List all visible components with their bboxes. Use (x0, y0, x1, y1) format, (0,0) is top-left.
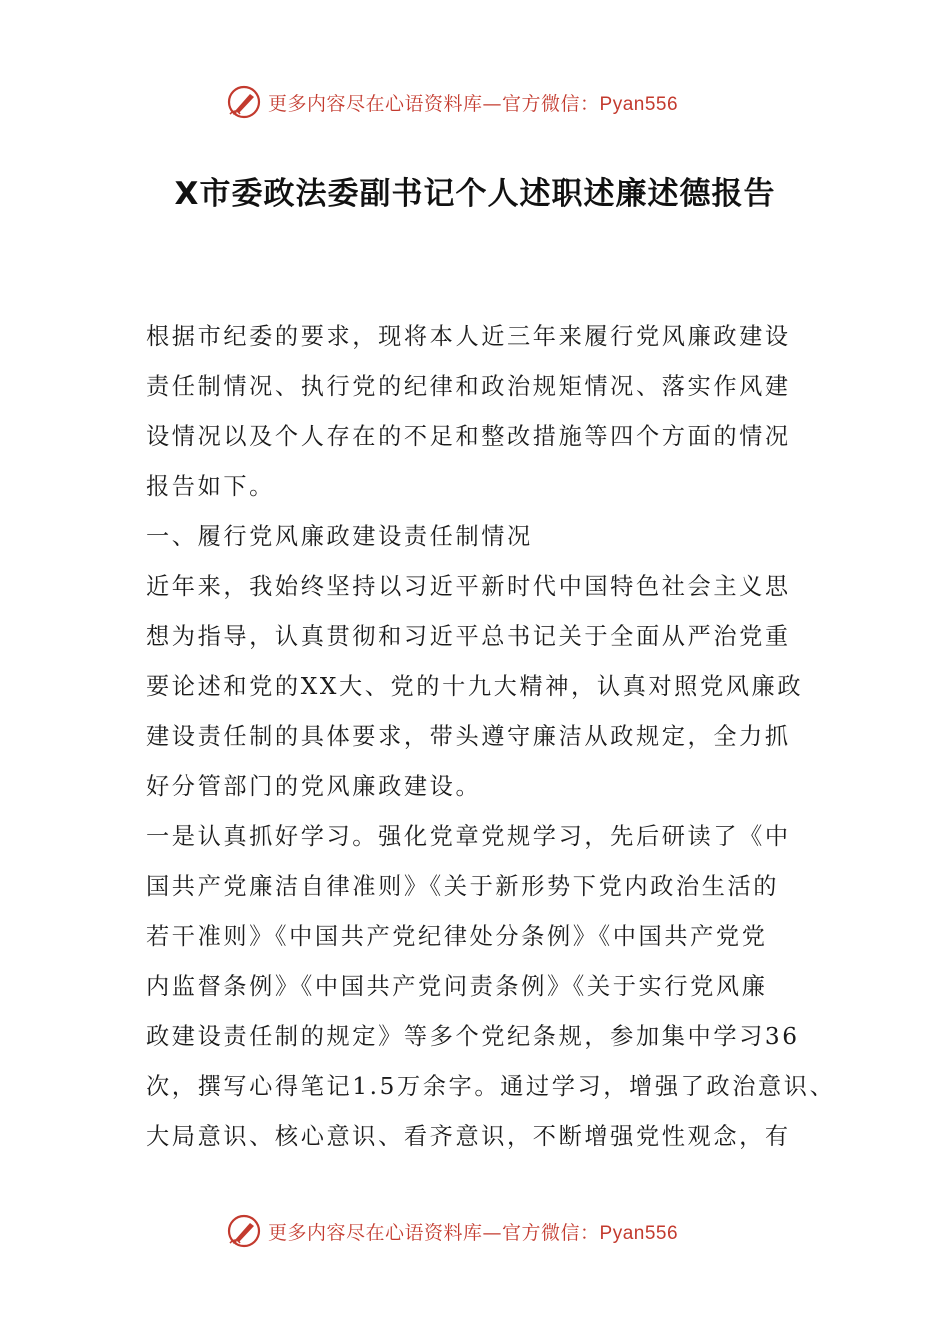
header-watermark-text: 更多内容尽在心语资料库—官方微信：Pyan556 (268, 92, 679, 115)
body-line: 设情况以及个人存在的不足和整改措施等四个方面的情况 (146, 423, 791, 450)
document-title: X市委政法委副书记个人述职述廉述德报告 (174, 176, 776, 212)
header-wechat-account: Pyan556 (599, 93, 679, 115)
footer-wechat-account: Pyan556 (599, 1222, 679, 1244)
footer-watermark-banner (226, 1211, 726, 1251)
body-line: 要论述和党的XX大、党的十九大精神，认真对照党风廉政 (146, 673, 804, 700)
section-heading: 一、履行党风廉政建设责任制情况 (146, 523, 533, 550)
body-line: 内监督条例》《中国共产党问责条例》《关于实行党风廉 (146, 973, 768, 1000)
footer-watermark-text: 更多内容尽在心语资料库—官方微信：Pyan556 (268, 1221, 679, 1244)
body-line: 近年来，我始终坚持以习近平新时代中国特色社会主义思 (146, 573, 791, 600)
body-line: 好分管部门的党风廉政建设。 (146, 773, 482, 800)
body-line: 政建设责任制的规定》等多个党纪条规，参加集中学习36 (146, 1023, 800, 1050)
body-line: 建设责任制的具体要求，带头遵守廉洁从政规定，全力抓 (146, 723, 791, 750)
body-line: 想为指导，认真贯彻和习近平总书记关于全面从严治党重 (146, 623, 791, 650)
body-line: 一是认真抓好学习。强化党章党规学习，先后研读了《中 (146, 823, 791, 850)
header-watermark-banner (226, 82, 726, 122)
document-body (146, 312, 836, 1162)
body-line: 责任制情况、执行党的纪律和政治规矩情况、落实作风建 (146, 373, 791, 400)
pen-logo-icon (226, 84, 262, 120)
body-line: 根据市纪委的要求，现将本人近三年来履行党风廉政建设 (146, 323, 791, 350)
body-line: 报告如下。 (146, 473, 275, 500)
body-line: 次，撰写心得笔记1.5万余字。通过学习，增强了政治意识、 (146, 1073, 836, 1100)
body-line: 大局意识、核心意识、看齐意识，不断增强党性观念，有 (146, 1123, 791, 1150)
body-line: 国共产党廉洁自律准则》《关于新形势下党内政治生活的 (146, 873, 780, 900)
body-line: 若干准则》《中国共产党纪律处分条例》《中国共产党党 (146, 923, 768, 950)
pen-logo-icon (226, 1213, 262, 1249)
